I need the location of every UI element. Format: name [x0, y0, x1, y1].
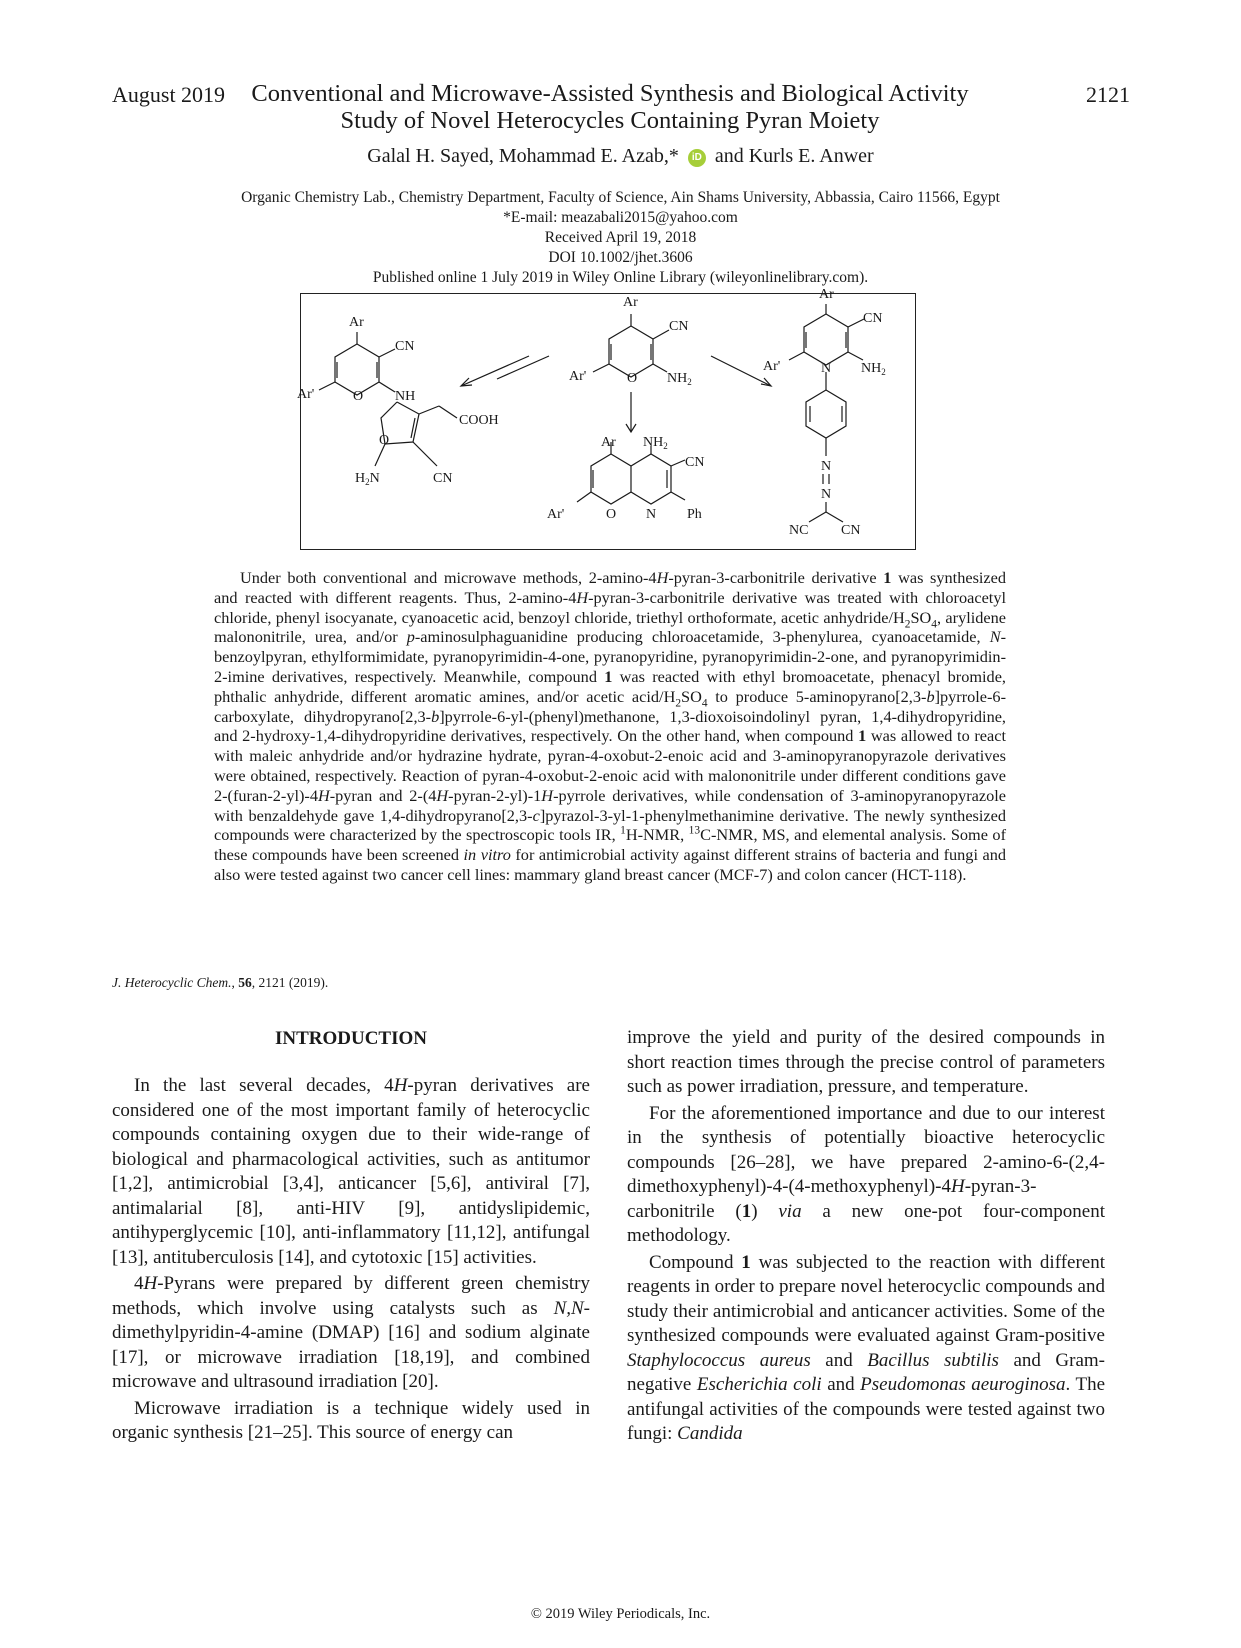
- abstract-text: , arylidene malononitrile, urea, and/or: [214, 607, 1006, 647]
- abstract-text: -pyran-2-yl)-1: [448, 785, 542, 805]
- left-pyran-ring: [335, 344, 379, 395]
- body-text: In the last several decades, 4: [134, 1075, 394, 1096]
- abstract-subscript: 4: [701, 697, 708, 710]
- body-text: was subjected to the reaction with different reagents in order to prepare novel heterocyclic compounds and study their antimicrobial and anticancer activities. Some of the synthesized compounds were evaluated against Gram-positive: [627, 1251, 1105, 1346]
- label-nh2-right: [861, 361, 886, 377]
- body-text: and: [821, 1374, 861, 1395]
- label-ar-left: Ar: [349, 315, 364, 330]
- abstract-italic: b: [431, 706, 440, 726]
- abstract-italic: H: [541, 785, 554, 805]
- authors-part-1: Galal H. Sayed, Mohammad E. Azab,*: [367, 145, 679, 167]
- abstract-text: C-NMR, MS, and elemental analysis. Some of these compounds have been screened: [214, 825, 1006, 865]
- label-h-furan: H: [355, 471, 366, 486]
- intro-paragraph-3-cont: improve the yield and purity of the desired compounds in short reaction times through the precise control of parameters such as power irradiation, pressure, and temperature.: [627, 1027, 1105, 1097]
- species-name: Escherichia coli: [696, 1374, 822, 1395]
- bottom-pyran-ring: [591, 454, 631, 504]
- label-nh-right: NH: [861, 361, 882, 376]
- abstract-text: ]pyrrole-6-carboxylate, dihydropyrano[2,3-: [214, 686, 1006, 726]
- reaction-scheme-svg: [297, 287, 917, 551]
- body-text: and: [810, 1349, 868, 1371]
- citation-sep: ,: [231, 975, 239, 990]
- label-nh2-bottom: [643, 435, 668, 451]
- abstract-superscript: 1: [620, 824, 626, 837]
- abstract-text: was reacted with ethyl bromoacetate, phenacyl bromide, phthalic anhydride, different aromatic amines, and/or acetic acid/H: [214, 666, 1006, 706]
- affiliation: Organic Chemistry Lab., Chemistry Department, Faculty of Science, Ain Shams University, Abbassia, Cairo 11566, Egypt: [241, 189, 1000, 206]
- abstract-italic: H: [436, 785, 449, 805]
- label-cn-left: CN: [395, 339, 415, 354]
- abstract-paragraph: [214, 568, 1006, 885]
- label-arp-left: Ar': [297, 387, 315, 402]
- species-name: Pseudomonas aeuroginosa: [860, 1374, 1066, 1395]
- arrow-left-2: [497, 356, 549, 379]
- label-arp-right: Ar': [763, 359, 781, 374]
- label-azo-n2: N: [821, 487, 832, 502]
- received-date: Received April 19, 2018: [544, 229, 697, 246]
- abstract-subscript: 2: [675, 697, 682, 710]
- abstract-subscript: 2: [904, 617, 911, 630]
- journal-name: J. Heterocyclic Chem.: [112, 975, 232, 990]
- phenyl-ring: [806, 390, 846, 438]
- compound-number: 1: [883, 568, 892, 587]
- intro-paragraph-2: [112, 1272, 590, 1395]
- intro-paragraph-1: [112, 1074, 590, 1270]
- abstract-italic: H: [317, 785, 330, 805]
- abstract-text: for antimicrobial activity against different strains of bacteria and fungi and also were tested against two cancer cell lines: mammary gland breast cancer (MCF-7) and colon cancer (HCT-118).: [214, 845, 1006, 884]
- body-italic: via: [778, 1200, 802, 1222]
- bottom-pyridine-ring: [631, 454, 671, 504]
- body-text: -dimethylpyridin-4-amine (DMAP) [16] and sodium alginate [17], or microwave irradiation [18,19], and combined microwave and ultrasound irradiation [20].: [112, 1297, 590, 1392]
- header-date: August 2019: [112, 82, 226, 107]
- abstract-text: -pyran-3-carbonitrile derivative: [668, 568, 884, 587]
- section-heading-introduction: INTRODUCTION: [274, 1028, 428, 1049]
- label-ph-bottom: Ph: [687, 507, 702, 522]
- abstract: [214, 568, 1006, 885]
- intro-paragraph-4: [627, 1102, 1105, 1249]
- abstract-text: SO: [910, 607, 932, 627]
- label-cn-right-2: CN: [841, 523, 861, 538]
- authors-part-2: and Kurls E. Anwer: [714, 145, 874, 167]
- left-column: [112, 1074, 590, 1448]
- orcid-icon[interactable]: iD: [688, 149, 706, 167]
- label-o-center: O: [627, 371, 638, 386]
- label-nh-center: NH: [667, 371, 688, 386]
- right-column: [627, 1026, 1105, 1449]
- body-text: -Pyrans were prepared by different green chemistry methods, which involve using catalysts such as: [112, 1273, 590, 1319]
- body-text: a new one-pot four-component methodology.: [627, 1200, 1106, 1246]
- label-cooh: COOH: [459, 413, 499, 428]
- compound-number: 1: [858, 726, 867, 746]
- title-line-1: Conventional and Microwave-Assisted Synthesis and Biological Activity: [251, 80, 969, 107]
- abstract-text: ]pyrazol-3-yl-1-phenylmethanimine derivative. The newly synthesized compounds were characterized by the spectroscopic tools IR,: [214, 805, 1007, 845]
- abstract-text: -aminosulphaguanidine producing chloroacetamide, 3-phenylurea, cyanoacetamide,: [414, 627, 990, 647]
- label-h2n: [355, 471, 380, 487]
- abstract-text: was synthesized and reacted with different reagents. Thus, 2-amino-4: [214, 568, 1007, 607]
- label-cn-right: CN: [863, 311, 883, 326]
- label-n-right: N: [821, 361, 832, 376]
- compound-number: 1: [741, 1200, 752, 1222]
- body-text: -pyran-3-carbonitrile (: [627, 1176, 1037, 1222]
- abstract-text: -pyran-3-carbonitrile derivative was treated with chloroacetyl chloride, phenyl isocyanate, cyanoacetic acid, benzoyl chloride, triethyl orthoformate, acetic anhydride/H: [214, 587, 1006, 627]
- label-ar-right: Ar: [819, 287, 834, 302]
- label-cn-bottom: CN: [685, 455, 705, 470]
- label-nh-bottom: NH: [643, 435, 664, 450]
- title-line-2: Study of Novel Heterocycles Containing Pyran Moiety: [340, 107, 880, 134]
- abstract-text: SO: [681, 686, 702, 706]
- arrow-left-1: [461, 356, 529, 386]
- label-o-left: O: [353, 389, 364, 404]
- affiliation-block: [0, 188, 1241, 288]
- abstract-italic: c: [532, 805, 540, 825]
- label-ar-bottom: Ar: [601, 435, 616, 450]
- arrow-right: [711, 356, 771, 386]
- abstract-text: -pyrrole derivatives, while condensation of 3-aminopyranopyrazole with benzaldehyde gave 1,4-dihydropyrano[2,3-: [214, 785, 1006, 825]
- body-text: -pyran derivatives are considered one of the most important family of heterocyclic compounds containing oxygen due to their wide-range of biological and pharmacological activities, such as antitumor [1,2], antimicrobial [3,4], anticancer [5,6], antiviral [7], antimalarial [8], anti-HIV [9], antidyslipidemic, antihyperglycemic [10], anti-inflammatory [11,12], antifungal [13], antituberculosis [14], and cytotoxic [15] activities.: [112, 1075, 590, 1268]
- abstract-italic: N: [989, 627, 1001, 647]
- label-sub-bottom: 2: [663, 441, 668, 451]
- authors: [0, 145, 1241, 168]
- central-pyran-ring: [609, 326, 653, 377]
- label-ar-center: Ar: [623, 295, 638, 310]
- email[interactable]: *E-mail: meazabali2015@yahoo.com: [503, 209, 738, 226]
- intro-paragraph-5: [627, 1251, 1105, 1447]
- compound-number: 1: [741, 1251, 751, 1273]
- label-sub-right: 2: [881, 367, 886, 377]
- article-title: [230, 80, 990, 134]
- body-italic: H: [393, 1075, 408, 1096]
- abstract-text: -pyran and 2-(4: [329, 785, 437, 805]
- label-sub-furan: 2: [365, 477, 370, 487]
- abstract-text: ]pyrrole-6-yl-(phenyl)methanone, 1,3-dioxoisoindolinyl pyran, 1,4-dihydropyridine, and 2-hydroxy-1,4-dihydropyridine derivatives, respectively. On the other hand, when compound: [214, 706, 1007, 746]
- abstract-text: was allowed to react with maleic anhydride and/or hydrazine hydrate, pyran-4-oxobut-2-enoic acid and 3-aminopyranopyrazole derivatives were obtained, respectively. Reaction of pyran-4-oxobut-2-enoic acid with malononitrile under different conditions gave 2-(furan-2-yl)-4: [214, 726, 1006, 805]
- journal-volume: 56: [238, 975, 252, 990]
- label-o-bottom: O: [606, 507, 617, 522]
- body-text: Compound: [649, 1251, 742, 1273]
- graphical-abstract-scheme: [297, 287, 916, 550]
- compound-number: 1: [604, 666, 613, 686]
- abstract-text: Under both conventional and microwave methods, 2-amino-4: [240, 568, 657, 587]
- abstract-text: H-NMR,: [625, 825, 689, 845]
- body-italic: N,N: [553, 1297, 584, 1319]
- copyright-footer: © 2019 Wiley Periodicals, Inc.: [530, 1606, 711, 1622]
- body-text: ): [751, 1200, 779, 1222]
- label-arp-center: Ar': [569, 369, 587, 384]
- label-nc-right: NC: [789, 523, 809, 538]
- label-nh-left: NH: [395, 389, 416, 404]
- body-text: . The antifungal activities of the compounds were tested against two fungi:: [627, 1374, 1106, 1444]
- label-cn-center: CN: [669, 319, 689, 334]
- right-pyridine-ring: [804, 314, 848, 365]
- abstract-italic: H: [576, 587, 589, 607]
- species-name: Staphylococcus aureus: [627, 1349, 811, 1371]
- abstract-superscript: 13: [688, 824, 701, 837]
- body-italic: H: [143, 1273, 158, 1294]
- citation-rest: , 2121 (2019).: [251, 975, 329, 990]
- label-azo-n1: N: [821, 459, 832, 474]
- body-italic: H: [950, 1176, 965, 1197]
- abstract-text: to produce 5-aminopyrano[2,3-: [707, 686, 927, 706]
- label-n-bottom: N: [646, 507, 657, 522]
- label-n-furan: N: [369, 471, 380, 486]
- body-text: For the aforementioned importance and due to our interest in the synthesis of potentially bioactive heterocyclic compounds [26–28], we have prepared 2-amino-6-(2,4-dimethoxyphenyl)-4-(4-methoxyphenyl)-4: [627, 1102, 1105, 1197]
- label-cn-furan: CN: [433, 471, 453, 486]
- page-number: 2121: [1086, 82, 1130, 107]
- abstract-subscript: 4: [931, 617, 937, 630]
- intro-paragraph-3: Microwave irradiation is a technique widely used in organic synthesis [21–25]. This source of energy can: [112, 1397, 590, 1443]
- species-name: Candida: [677, 1423, 743, 1444]
- label-arp-bottom: Ar': [547, 507, 565, 522]
- journal-citation: [112, 975, 328, 991]
- abstract-italic: in vitro: [463, 845, 511, 865]
- abstract-text: -benzoylpyran, ethylformimidate, pyranopyrimidin-4-one, pyranopyridine, pyranopyrimidin-2-one, and pyranopyrimidin-2-imine derivatives, respectively. Meanwhile, compound: [214, 627, 1006, 686]
- label-o-furan: O: [379, 433, 390, 448]
- species-name: Bacillus subtilis: [867, 1349, 999, 1371]
- abstract-italic: H: [656, 568, 669, 587]
- body-text: 4: [134, 1273, 144, 1294]
- abstract-italic: p: [406, 627, 415, 647]
- abstract-italic: b: [926, 686, 935, 706]
- label-sub-center: 2: [687, 377, 692, 387]
- body-text: and Gram-negative: [627, 1349, 1105, 1395]
- published-info: Published online 1 July 2019 in Wiley Online Library (wileyonlinelibrary.com).: [372, 269, 869, 286]
- label-nh2-center: [667, 371, 692, 387]
- doi[interactable]: DOI 10.1002/jhet.3606: [548, 249, 693, 266]
